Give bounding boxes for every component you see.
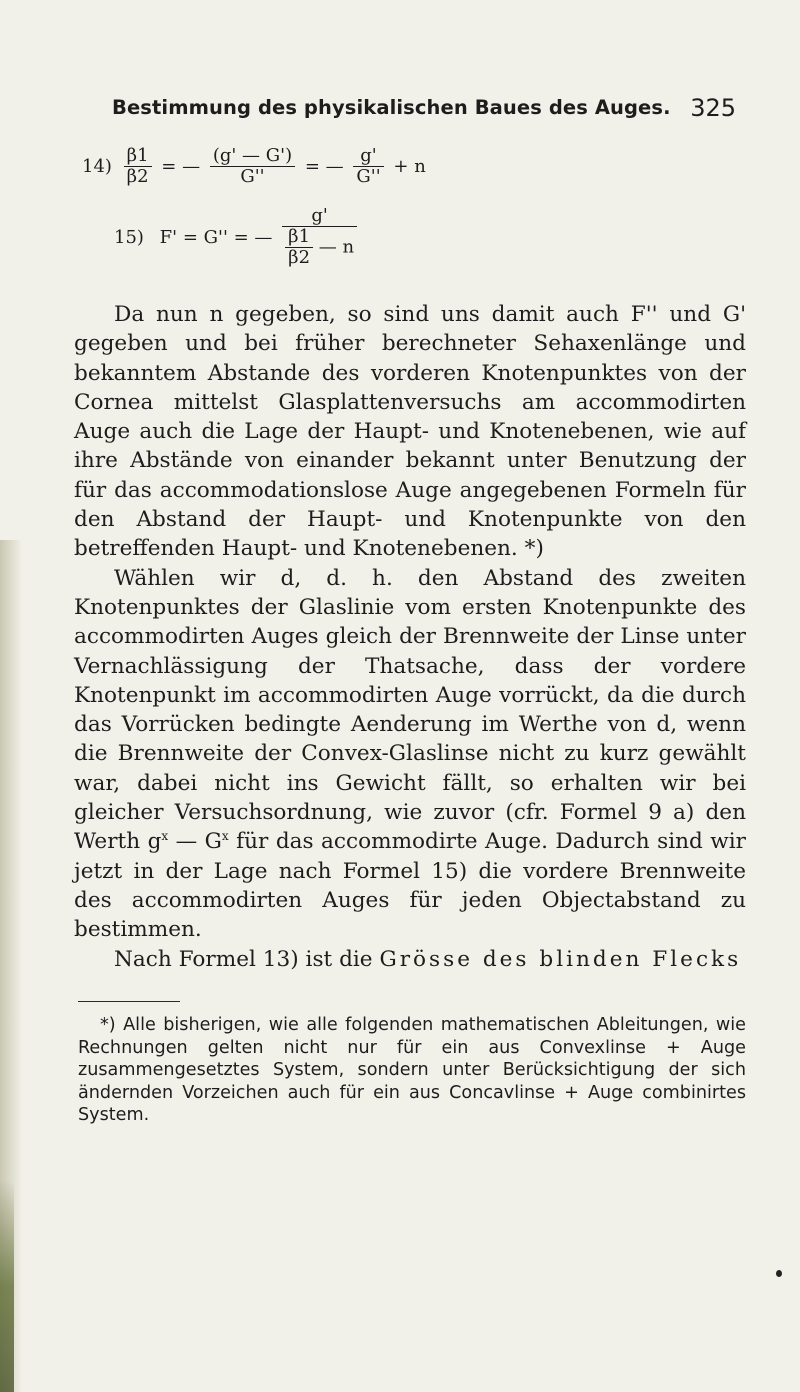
fraction-g-difference: $\frac{(g' — G')}{G''}$ bbox=[210, 146, 295, 187]
ink-speck bbox=[776, 1270, 782, 1277]
operator: = — bbox=[161, 156, 201, 177]
paragraph: Wählen wir d, d. h. den Abstand des zweiten Knotenpunktes der Glaslinie vom ersten Knotenpunkte des accommodirten Auges gleich der Brennweite der Linse unter Vernachlässigung der Thatsache, dass der vordere Knotenpunkt im accommodirten Auge vorrückt, da die durch das Vorrücken bedingte Aenderung im Werthe von d, wenn die Brennweite der Convex-Glaslinse nicht zu kurz gewählt war, dabei nicht ins Gewicht fällt, so erhalten wir bei gleicher Versuchsordnung, wie zuvor (cfr. Formel 9 a) den Werth $g^x$ — $G^x$ für das accommodirte Auge. Dadurch sind wir jetzt in der Lage nach Formel 15) die vordere Brennweite des accommodirten Auges für jeden Objectabstand zu bestimmen. bbox=[74, 565, 746, 943]
binding-edge bbox=[0, 1180, 14, 1392]
operator: = — bbox=[304, 156, 344, 177]
footnote bbox=[78, 1014, 746, 1127]
footnote-mark: *) bbox=[100, 1015, 116, 1035]
equation-15 bbox=[114, 206, 357, 268]
spaced-emphasis: Grösse des blinden Flecks bbox=[379, 946, 742, 972]
fraction-focal: g' $\frac{\beta 1}{\beta 2}$ — n bbox=[282, 206, 357, 268]
fraction-beta: $\frac{\beta 1}{\beta 2}$ bbox=[124, 146, 152, 187]
page-header bbox=[112, 96, 736, 126]
equation-14 bbox=[82, 146, 430, 187]
paragraph: Da nun n gegeben, so sind uns damit auch F'' und G' gegeben und bei früher berechneter Sehaxenlänge und bekanntem Abstande des vorderen Knotenpunktes von der Cornea mittelst Glasplattenversuchs am accommodirten Auge auch die Lage der Haupt- und Knotenebenen, wie auf ihre Abstände von einander bekannt unter Benutzung der für das accommodationslose Auge angegebenen Formeln für den Abstand der Haupt- und Knotenpunkte von den betreffenden Haupt- und Knotenebenen. *) bbox=[74, 302, 746, 562]
equation-lhs: F' = G'' = — bbox=[159, 226, 273, 248]
equation-label: 15) bbox=[114, 226, 144, 248]
operator: + n bbox=[393, 156, 426, 177]
paragraph: Nach Formel 13) ist die Grösse des blinden Flecks bbox=[114, 946, 742, 972]
fraction-beta-inner: $\frac{\beta 1}{\beta 2}$ bbox=[285, 227, 313, 268]
body-text bbox=[74, 300, 746, 974]
equation-label: 14) bbox=[82, 156, 112, 177]
fraction-g-over-G: $\frac{g'}{G''}$ bbox=[353, 146, 383, 187]
minus-n: — n bbox=[318, 236, 355, 258]
running-title: Bestimmung des physikalischen Baues des Auges. bbox=[112, 96, 671, 119]
page-number: 325 bbox=[690, 94, 736, 122]
footnote-text: Alle bisherigen, wie alle folgenden mathematischen Ableitungen, wie Rechnungen gelten nicht nur für ein aus Convexlinse + Auge zusammengesetztes System, sondern unter Berücksichtigung der sich ändernden Vorzeichen auch für ein aus Concavlinse + Auge combinirtes System. bbox=[78, 1015, 746, 1126]
footnote-rule bbox=[78, 1001, 180, 1002]
